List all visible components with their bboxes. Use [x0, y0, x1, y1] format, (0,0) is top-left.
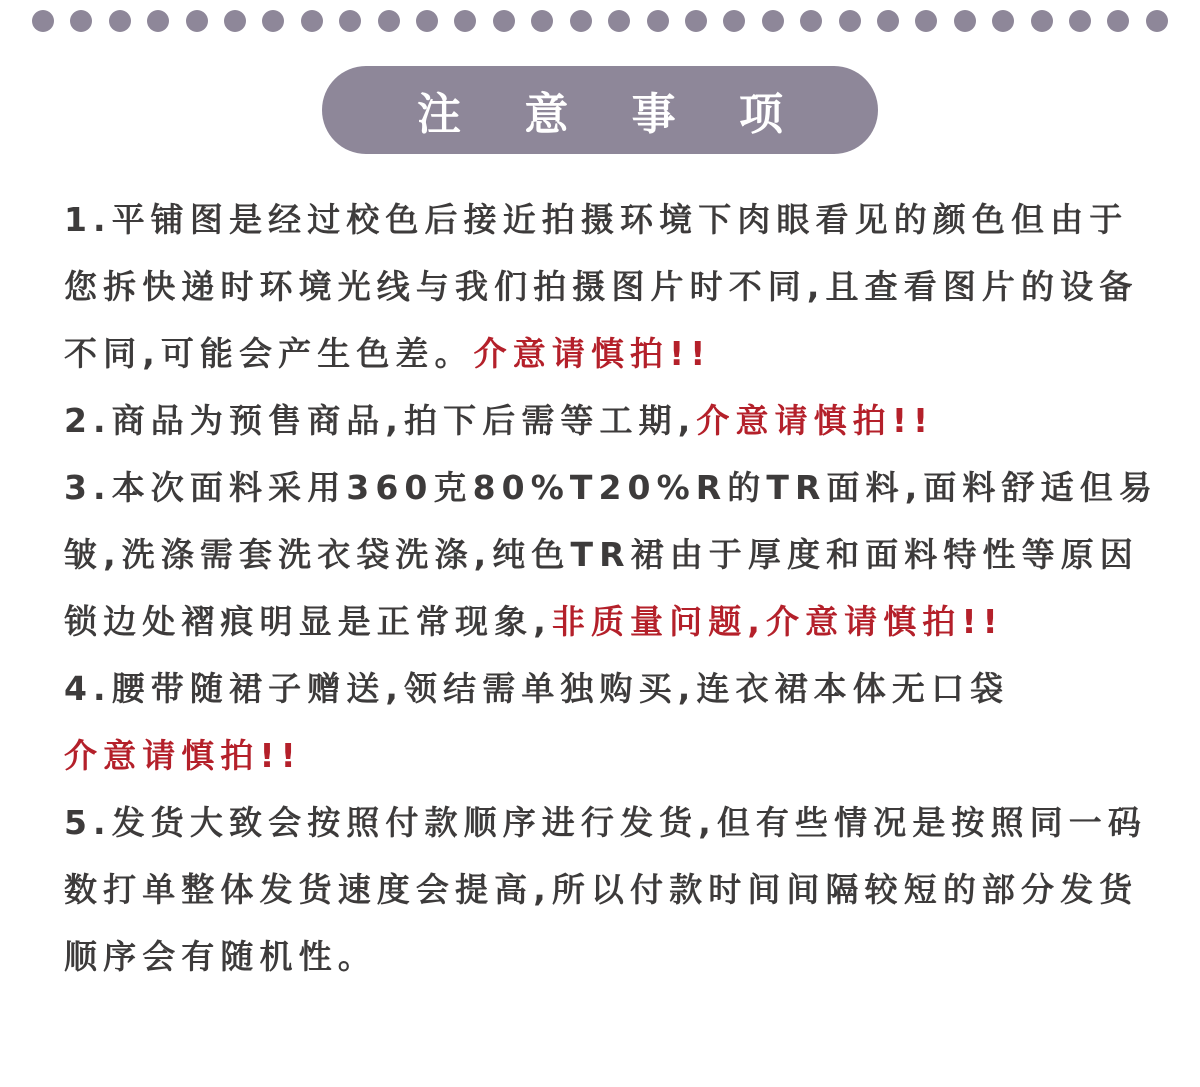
- divider-dot: [1031, 10, 1053, 32]
- divider-dot: [839, 10, 861, 32]
- divider-dot: [992, 10, 1014, 32]
- note-1-warning: 介意请慎拍!!: [473, 334, 712, 373]
- divider-dot: [70, 10, 92, 32]
- note-2-text: 2.商品为预售商品,拍下后需等工期,: [64, 401, 697, 440]
- divider-dot: [608, 10, 630, 32]
- divider-dot: [454, 10, 476, 32]
- note-item-1: [64, 186, 1164, 387]
- note-4-text: 4.腰带随裙子赠送,领结需单独购买,连衣裙本体无口袋: [64, 669, 1010, 708]
- note-1-text: 1.平铺图是经过校色后接近拍摄环境下肉眼看见的颜色但由于您拆快递时环境光线与我们拍摄图片时不同,且查看图片的设备不同,可能会产生色差。: [64, 200, 1139, 373]
- divider-dot: [416, 10, 438, 32]
- divider-dot: [723, 10, 745, 32]
- divider-dot: [493, 10, 515, 32]
- divider-dot: [109, 10, 131, 32]
- section-title-badge: [322, 66, 878, 154]
- divider-dot: [800, 10, 822, 32]
- divider-dot: [1107, 10, 1129, 32]
- note-item-2: [64, 387, 1164, 454]
- divider-dot: [954, 10, 976, 32]
- section-title: 注 意 事 项: [417, 89, 807, 140]
- divider-dot: [762, 10, 784, 32]
- divider-dot: [877, 10, 899, 32]
- note-4-warning: 介意请慎拍!!: [64, 736, 302, 775]
- divider-dot: [147, 10, 169, 32]
- notes-list: [64, 186, 1164, 990]
- divider-dot: [262, 10, 284, 32]
- divider-dot: [685, 10, 707, 32]
- note-item-3: [64, 454, 1164, 655]
- divider-dot: [1146, 10, 1168, 32]
- divider-dot: [531, 10, 553, 32]
- note-5-text: 5.发货大致会按照付款顺序进行发货,但有些情况是按照同一码数打单整体发货速度会提高,所以付款时间间隔较短的部分发货顺序会有随机性。: [64, 803, 1147, 976]
- divider-dot: [647, 10, 669, 32]
- divider-dot: [32, 10, 54, 32]
- divider-dot: [224, 10, 246, 32]
- note-item-5: [64, 789, 1164, 990]
- divider-dot: [339, 10, 361, 32]
- divider-dot: [186, 10, 208, 32]
- divider-dot: [378, 10, 400, 32]
- divider-dot: [301, 10, 323, 32]
- note-3-warning: 非质量问题,介意请慎拍!!: [551, 602, 1004, 641]
- divider-dot: [1069, 10, 1091, 32]
- divider-dot: [570, 10, 592, 32]
- note-item-4: [64, 655, 1164, 789]
- dotted-divider: [32, 10, 1168, 32]
- divider-dot: [915, 10, 937, 32]
- note-2-warning: 介意请慎拍!!: [696, 401, 935, 440]
- note-3-text: 3.本次面料采用360克80%T20%R的TR面料,面料舒适但易皱,洗涤需套洗衣袋洗涤,纯色TR裙由于厚度和面料特性等原因锁边处褶痕明显是正常现象,: [64, 468, 1158, 641]
